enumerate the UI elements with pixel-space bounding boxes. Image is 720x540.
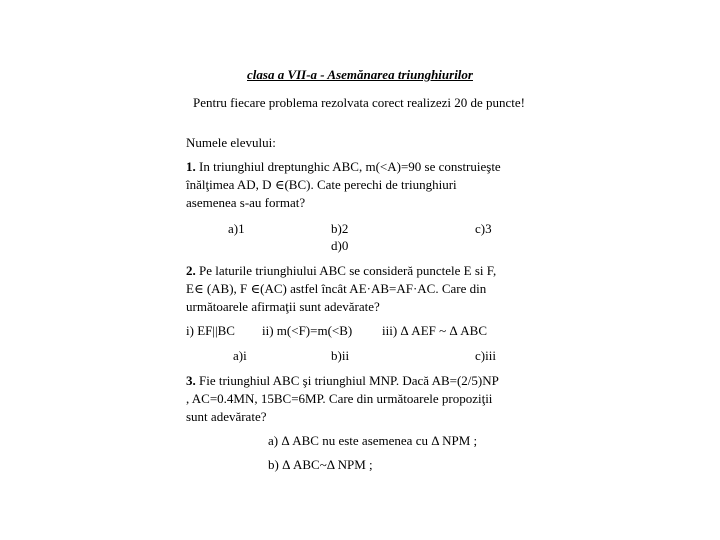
student-name-label: Numele elevului: [186,135,276,150]
problem-2-option-c: c)iii [475,348,496,363]
problem-1-option-b: b)2 [331,221,349,236]
problem-2-statement-iii: iii) Δ AEF ~ Δ ABC [382,323,488,338]
problem-1-line-1 [186,158,501,175]
problem-3-text-1: Fie triunghiul ABC şi triunghiul MNP. Dacă AB=(2/5)NP [199,373,499,388]
problem-3-option-a: a) Δ ABC nu este asemenea cu Δ NPM ; [268,433,478,448]
problem-2-option-a: a)i [233,348,247,363]
intro-text: Pentru fiecare problema rezolvata corect realizezi 20 de puncte! [192,95,526,110]
page-title: clasa a VII-a - Asemănarea triunghiurilor [247,67,473,82]
problem-3-number: 3. [186,373,196,388]
problem-1-option-d: d)0 [331,238,349,253]
problem-1-option-a: a)1 [228,221,245,236]
problem-2-line-3: următoarele afirmaţii sunt adevărate? [186,299,380,314]
problem-1-option-c: c)3 [475,221,492,236]
problem-3-line-1 [186,372,499,389]
problem-2-line-1 [186,262,496,279]
problem-2-statement-ii: ii) m(<F)=m(<B) [262,323,353,338]
problem-2-text-1: Pe laturile triunghiului ABC se consideră punctele E si F, [199,263,497,278]
problem-3-line-2: , AC=0.4MN, 15BC=6MP. Care din următoarele propoziţii [186,391,493,406]
problem-3-line-3: sunt adevărate? [186,409,267,424]
problem-2-option-b: b)ii [331,348,350,363]
problem-3-option-b: b) Δ ABC~Δ NPM ; [268,457,373,472]
problem-1-number: 1. [186,159,196,174]
problem-2-number: 2. [186,263,196,278]
problem-1-line-3: asemenea s-au format? [186,195,306,210]
problem-2-line-2: E∈ (AB), F ∈(AC) astfel încât AE·AB=AF·AC. Care din [186,281,487,296]
problem-1-line-2: înălţimea AD, D ∈(BC). Cate perechi de triunghiuri [186,177,457,192]
problem-2-statement-i: i) EF||BC [186,323,235,338]
problem-1-text-1: In triunghiul dreptunghic ABC, m(<A)=90 se construieşte [199,159,501,174]
